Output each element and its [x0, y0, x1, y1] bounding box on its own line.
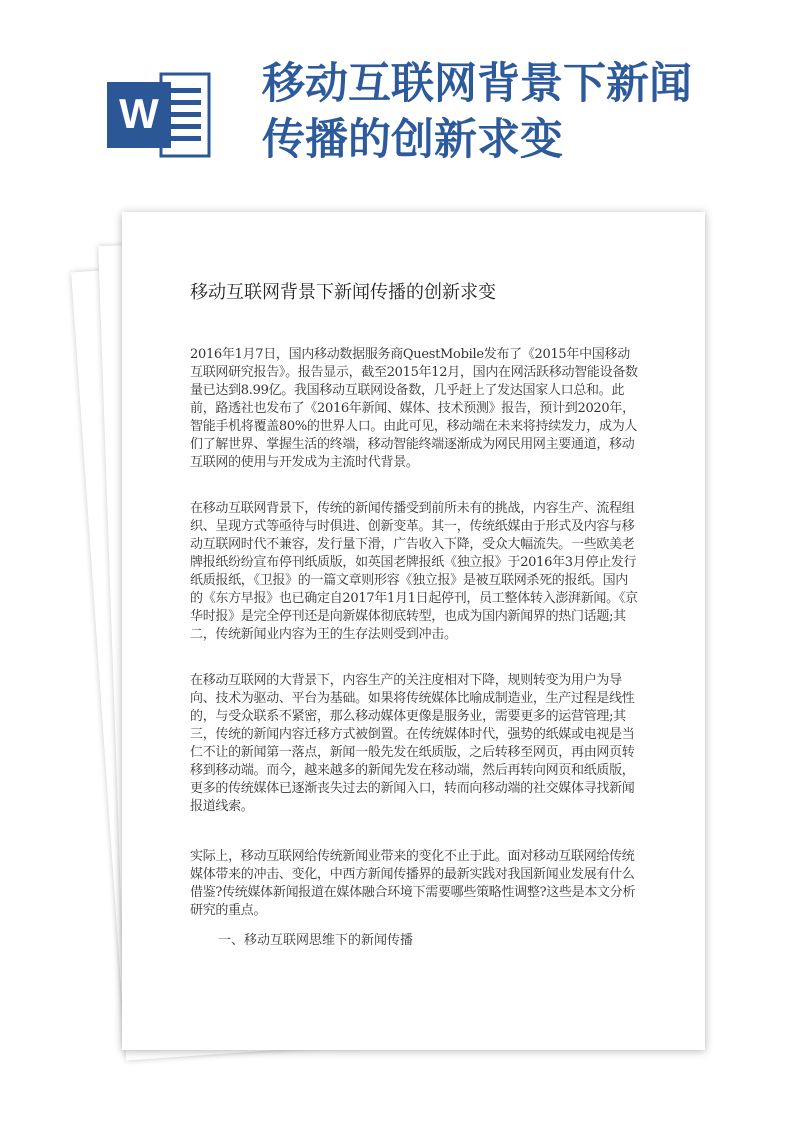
word-letter: W — [119, 90, 159, 137]
word-document-icon — [105, 64, 213, 166]
banner-title — [262, 56, 782, 168]
banner-title-line-1: 移动互联网背景下新闻 — [262, 59, 692, 109]
banner-title-line-2: 传播的创新求变 — [262, 115, 563, 165]
paragraph-4: 实际上，移动互联网给传统新闻业带来的变化不止于此。面对移动互联网给传统媒体带来的冲击、变化，中西方新闻传播界的最新实践对我国新闻业发展有什么借鉴?传统媒体新闻报道在媒体融合环境下需要哪些策略性调整?这些是本文分析研究的重点。 — [190, 849, 636, 918]
paragraph-3: 在移动互联网的大背景下，内容生产的关注度相对下降，规则转变为用户为导向、技术为驱动、平台为基础。如果将传统媒体比喻成制造业，生产过程是线性的，与受众联系不紧密，那么移动媒体更像是服务业，需要更多的运营管理;其三，传统的新闻内容迁移方式被倒置。在传统媒体时代，强势的纸媒或电视是当仁不让的新闻第一落点，新闻一般先发在纸质版，之后转移至网页，再由网页转移到移动端。而今，越来越多的新闻先发在移动端，然后再转向网页和纸质版，更多的传统媒体已逐渐丧失过去的新闻入口，转而向移动端的社交媒体寻找新闻报道线索。 — [190, 673, 635, 814]
paragraph-2: 在移动互联网背景下，传统的新闻传播受到前所未有的挑战，内容生产、流程组织、呈现方式等亟待与时俱进、创新变革。其一，传统纸媒由于形式及内容与移动互联网时代不兼容，发行量下滑，广告收入下降，受众大幅流失。一些欧美老牌报纸纷纷宣布停刊纸质版，如英国老牌报纸《独立报》于2016年3月停止发行纸质报纸，《卫报》的一篇文章则形容《独立报》是被互联网杀死的报纸。国内的《东方早报》也已确定自2017年1月1日起停刊，员工整体转入澎湃新闻。《京华时报》是完全停刊还是向新媒体彻底转型，也成为国内新闻界的热门话题;其二，传统新闻业内容为王的生存法则受到冲击。 — [190, 501, 638, 642]
paragraph-1: 2016年1月7日，国内移动数据服务商QuestMobile发布了《2015年中国移动互联网研究报告》。报告显示，截至2015年12月，国内在网活跃移动智能设备数量已达到8.99亿。我国移动互联网设备数，几乎赶上了发达国家人口总和。此前，路透社也发布了《2016年新闻、媒体、技术预测》报告，预计到2020年，智能手机将覆盖80%的世界人口。由此可见，移动端在未来将持续发力，成为人们了解世界、掌握生活的终端，移动智能终端逐渐成为网民用网主要通道，移动互联网的使用与开发成为主流时代背景。 — [190, 347, 638, 470]
section-heading: 一、移动互联网思维下的新闻传播 — [218, 933, 414, 948]
document-title: 移动互联网背景下新闻传播的创新求变 — [190, 282, 496, 303]
